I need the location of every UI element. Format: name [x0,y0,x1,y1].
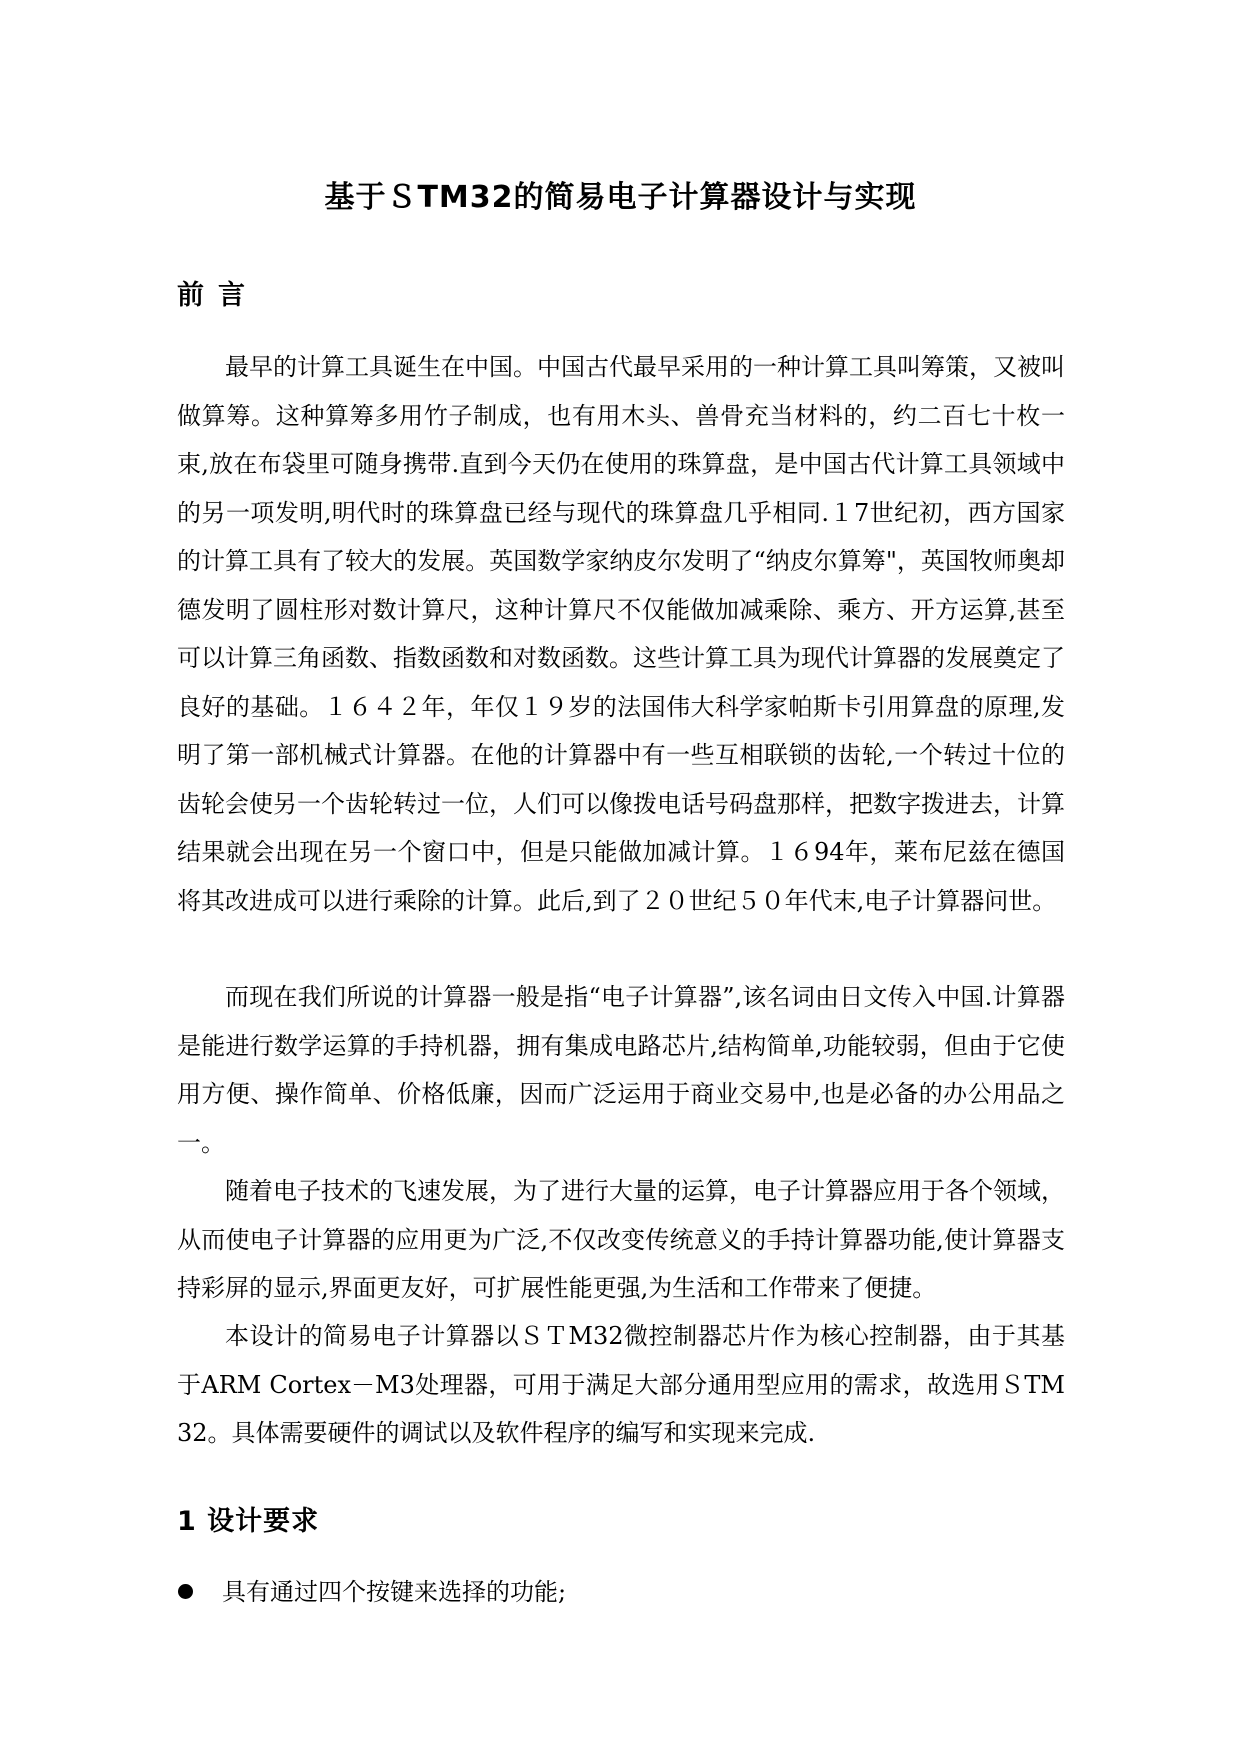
list-item-text: 具有通过四个按键来选择的功能; [222,1578,567,1606]
bullet-icon [178,1584,193,1599]
preface-heading: 前言 [177,280,259,311]
preface-paragraph-4: 本设计的简易电子计算器以ＳＴM32微控制器芯片作为核心控制器，由于其基于ARM Cortex－M3处理器，可用于满足大部分通用型应用的需求，故选用ＳTM32。具体需要硬件的调试以及软件程序的编写和实现来完成. [177,1322,1065,1447]
preface-paragraph-1: 最早的计算工具诞生在中国。中国古代最早采用的一种计算工具叫筹策，又被叫做算筹。这种算筹多用竹子制成，也有用木头、兽骨充当材料的，约二百七十枚一束,放在布袋里可随身携带.直到今天仍在使用的珠算盘，是中国古代计算工具领域中的另一项发明,明代时的珠算盘已经与现代的珠算盘几乎相同.１7世纪初，西方国家的计算工具有了较大的发展。英国数学家纳皮尔发明了“纳皮尔算筹"，英国牧师奥却德发明了圆柱形对数计算尺，这种计算尺不仅能做加减乘除、乘方、开方运算,甚至可以计算三角函数、指数函数和对数函数。这些计算工具为现代计算器的发展奠定了良好的基础。１６４２年，年仅１９岁的法国伟大科学家帕斯卡引用算盘的原理,发明了第一部机械式计算器。在他的计算器中有一些互相联锁的齿轮,一个转过十位的齿轮会使另一个齿轮转过一位，人们可以像拨电话号码盘那样，把数字拨进去，计算结果就会出现在另一个窗口中，但是只能做加减计算。１６94年，莱布尼兹在德国将其改进成可以进行乘除的计算。此后,到了２０世纪５０年代末,电子计算器问世。 [177,353,1065,915]
list-item [177,1572,1065,1612]
preface-paragraph-3: 随着电子技术的飞速发展，为了进行大量的运算，电子计算器应用于各个领域，从而使电子计算器的应用更为广泛,不仅改变传统意义的手持计算器功能,使计算器支持彩屏的显示,界面更友好，可扩展性能更强,为生活和工作带来了便捷。 [177,1177,1065,1302]
document-title: 基于ＳTM32的简易电子计算器设计与实现 [324,180,917,215]
preface-paragraph-2: 而现在我们所说的计算器一般是指“电子计算器”,该名词由日文传入中国.计算器是能进行数学运算的手持机器，拥有集成电路芯片,结构简单,功能较弱，但由于它使用方便、操作简单、价格低廉，因而广泛运用于商业交易中,也是必备的办公用品之一。 [177,983,1065,1157]
section-1-heading: 1 设计要求 [177,1506,320,1537]
